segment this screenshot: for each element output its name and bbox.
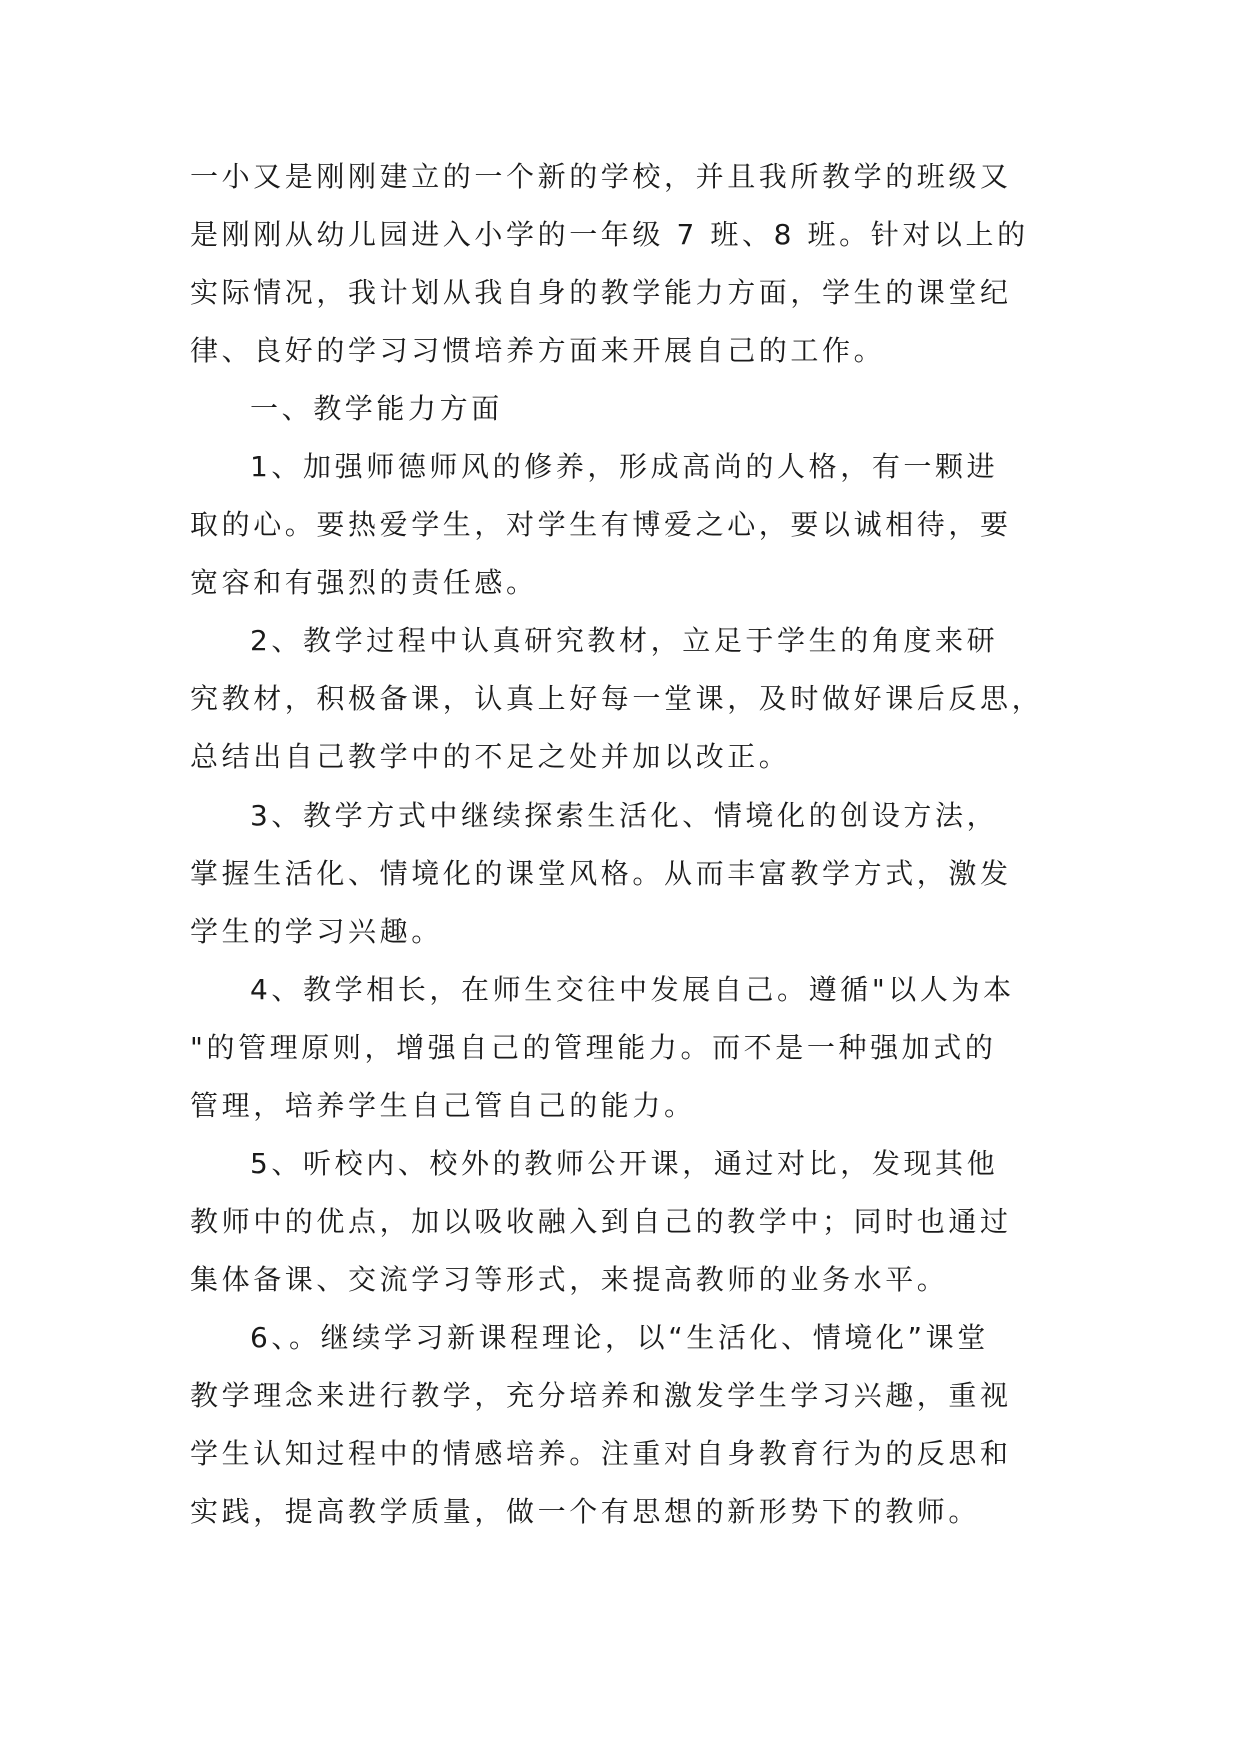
paragraph-first-line: 3、教学方式中继续探索生活化、情境化的创设方法， xyxy=(250,798,999,832)
text-line: 取的心。要热爱学生，对学生有博爱之心，要以诚相待，要 xyxy=(190,508,1012,542)
text-line: 学生认知过程中的情感培养。注重对自身教育行为的反思和 xyxy=(190,1437,1012,1471)
text-line: 实践，提高教学质量，做一个有思想的新形势下的教师。 xyxy=(190,1495,981,1529)
text-line: 一小又是刚刚建立的一个新的学校，并且我所教学的班级又 xyxy=(190,160,1012,193)
paragraph-first-line: 一、教学能力方面 xyxy=(250,392,503,426)
paragraph-first-line: 5、听校内、校外的教师公开课，通过对比，发现其他 xyxy=(250,1146,999,1180)
text-line: 学生的学习兴趣。 xyxy=(190,914,443,948)
paragraph-first-line: 6、。继续学习新课程理论，以“生活化、情境化”课堂 xyxy=(250,1320,989,1354)
text-line: 集体备课、交流学习等形式，来提高教师的业务水平。 xyxy=(190,1262,949,1296)
paragraph-first-line: 1、加强师德师风的修养，形成高尚的人格，有一颗进 xyxy=(250,450,999,484)
text-line: 究教材，积极备课，认真上好每一堂课，及时做好课后反思， xyxy=(190,682,1044,716)
text-line: 教学理念来进行教学，充分培养和激发学生学习兴趣，重视 xyxy=(190,1378,1012,1412)
text-line: 实际情况，我计划从我自身的教学能力方面，学生的课堂纪 xyxy=(190,276,1012,310)
text-line: 总结出自己教学中的不足之处并加以改正。 xyxy=(190,740,791,774)
paragraph-first-line: 2、教学过程中认真研究教材，立足于学生的角度来研 xyxy=(250,624,999,658)
paragraph-first-line: 4、教学相长，在师生交往中发展自己。遵循"以人为本 xyxy=(250,972,1015,1006)
text-line: 是刚刚从幼儿园进入小学的一年级 7 班、8 班。针对以上的 xyxy=(190,218,1029,252)
text-line: 律、良好的学习习惯培养方面来开展自己的工作。 xyxy=(190,334,886,368)
document-body xyxy=(190,148,1070,1541)
text-line: "的管理原则，增强自己的管理能力。而不是一种强加式的 xyxy=(190,1030,997,1064)
text-line: 宽容和有强烈的责任感。 xyxy=(190,566,538,600)
text-line: 管理，培养学生自己管自己的能力。 xyxy=(190,1088,696,1122)
text-line: 教师中的优点，加以吸收融入到自己的教学中；同时也通过 xyxy=(190,1204,1012,1238)
text-line: 掌握生活化、情境化的课堂风格。从而丰富教学方式，激发 xyxy=(190,856,1012,890)
